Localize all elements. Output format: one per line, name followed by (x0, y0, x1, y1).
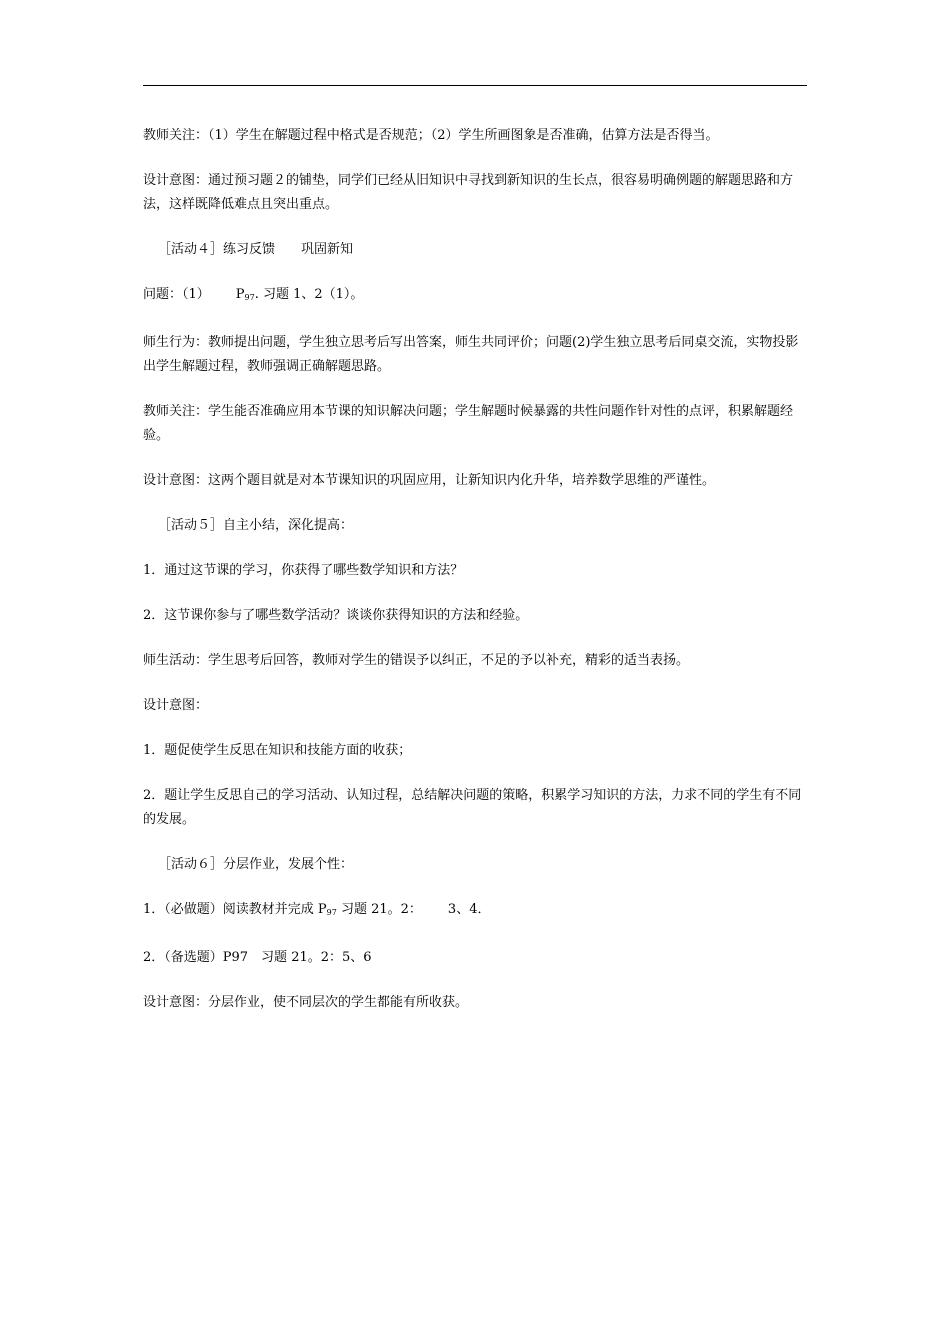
question-page-number: 97 (244, 293, 255, 302)
paragraph-teacher-focus-1: 教师关注：（1）学生在解题过程中格式是否规范；（2）学生所画图象是否准确，估算方法是否得当。 (143, 128, 719, 143)
paragraph-design-intent-1: 设计意图：通过预习题２的铺垫，同学们已经从旧知识中寻找到新知识的生长点，很容易明确例题的解题思路和方法，这样既降低难点且突出重点。 (143, 173, 794, 212)
homework-required-prefix: 1．（必做题）阅读教材并完成 P (143, 902, 327, 917)
summary-question-1: 1．通过这节课的学习，你获得了哪些数学知识和方法？ (143, 563, 464, 578)
design-intent-item-2: 2．题让学生反思自己的学习活动、认知过程，总结解决问题的策略，积累学习知识的方法，力求不同的学生有不同的发展。 (143, 788, 802, 827)
homework-required-exercise: 习题 21。2： (336, 902, 422, 917)
homework-optional: 2．（备选题）P97 习题 21。2：5、6 (143, 950, 372, 965)
homework-required-page-number: 97 (326, 908, 337, 917)
heading-activity-6: ［活动６］分层作业，发展个性： (158, 857, 354, 872)
summary-question-2: 2．这节课你参与了哪些数学活动？谈谈你获得知识的方法和经验。 (143, 608, 529, 623)
header-rule (143, 85, 807, 86)
design-intent-item-1: 1．题促使学生反思在知识和技能方面的收获； (143, 743, 412, 758)
paragraph-design-intent-3: 设计意图：分层作业，使不同层次的学生都能有所收获。 (143, 995, 469, 1010)
heading-activity-5: ［活动５］自主小结，深化提高： (158, 518, 354, 533)
homework-required-items: 3、4． (447, 902, 491, 917)
paragraph-teacher-student-activity: 师生活动：学生思考后回答，教师对学生的错误予以纠正，不足的予以补充，精彩的适当表扬。 (143, 653, 690, 668)
activity-4-subtitle: 巩固新知 (301, 242, 354, 257)
paragraph-design-intent-2: 设计意图：这两个题目就是对本节课知识的巩固应用，让新知识内化升华，培养数学思维的严谨性。 (143, 473, 716, 488)
heading-activity-4 (143, 238, 809, 262)
question-label: 问题：（1） (143, 287, 210, 302)
paragraph-teacher-student-behavior: 师生行为：教师提出问题，学生独立思考后写出答案，师生共同评价；问题(2)学生独立思考后同桌交流，实物投影出学生解题过程，教师强调正确解题思路。 (143, 335, 799, 374)
paragraph-teacher-focus-2: 教师关注：学生能否准确应用本节课的知识解决问题；学生解题时候暴露的共性问题作针对性的点评，积累解题经验。 (143, 404, 794, 443)
document-body (143, 124, 809, 1036)
question-exercises: . 习题 1、2（1）。 (254, 287, 364, 302)
paragraph-design-intent-label: 设计意图： (143, 698, 209, 713)
activity-4-title: ［活动４］练习反馈 (158, 242, 276, 257)
homework-required (143, 898, 809, 925)
paragraph-question (143, 283, 809, 310)
question-page-prefix: P (235, 287, 245, 302)
